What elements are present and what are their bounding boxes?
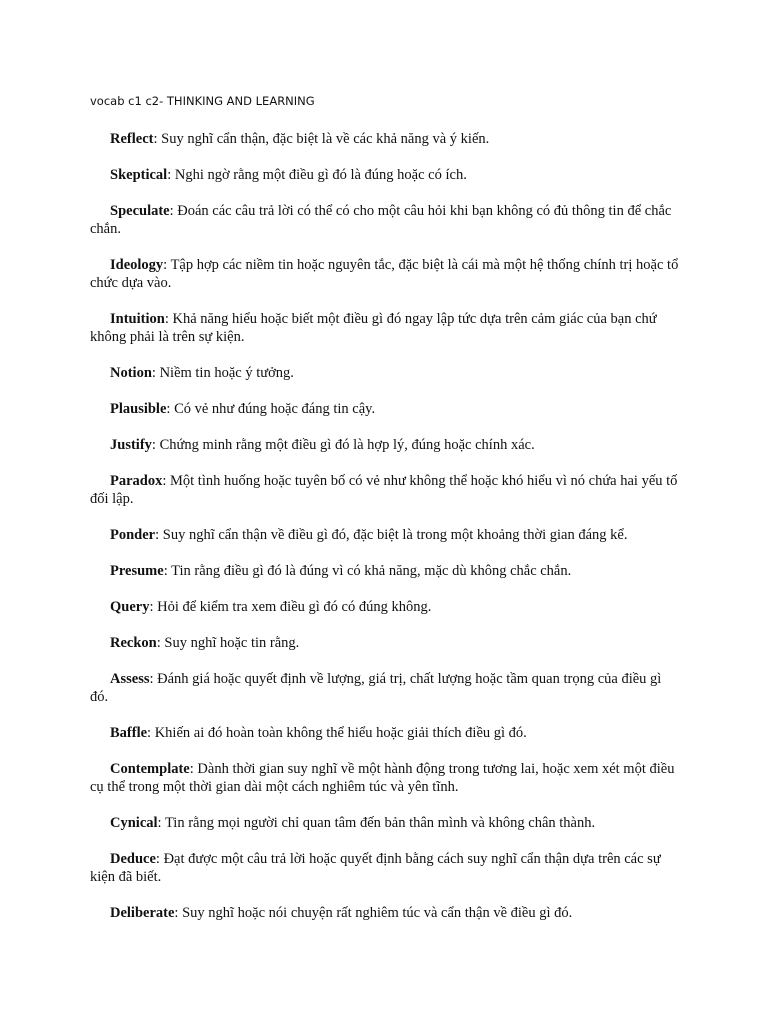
vocabulary-list bbox=[90, 130, 680, 940]
vocab-entry bbox=[90, 724, 680, 742]
vocab-term: Query bbox=[110, 599, 150, 615]
vocab-term: Speculate bbox=[110, 203, 170, 219]
term-separator: : bbox=[166, 401, 175, 417]
vocab-definition: Đạt được một câu trả lời hoặc quyết định bằng cách suy nghĩ cẩn thận dựa trên các sự kiện đã biết. bbox=[90, 851, 661, 885]
vocab-definition: Suy nghĩ cẩn thận về điều gì đó, đặc biệt là trong một khoảng thời gian đáng kể. bbox=[162, 527, 628, 543]
vocab-entry bbox=[90, 166, 680, 184]
term-separator: : bbox=[157, 815, 165, 831]
vocab-term: Presume bbox=[110, 563, 164, 579]
vocab-entry bbox=[90, 904, 680, 922]
vocab-term: Reflect bbox=[110, 131, 154, 147]
vocab-term: Intuition bbox=[110, 311, 165, 327]
vocab-definition: Suy nghĩ hoặc nói chuyện rất nghiêm túc và cẩn thận về điều gì đó. bbox=[182, 905, 573, 921]
vocab-entry bbox=[90, 472, 680, 508]
vocab-definition: Khả năng hiểu hoặc biết một điều gì đó ngay lập tức dựa trên cảm giác của bạn chứ không phải là trên sự kiện. bbox=[90, 311, 657, 345]
vocab-term: Baffle bbox=[110, 725, 148, 741]
vocab-entry bbox=[90, 256, 680, 292]
term-separator: : bbox=[151, 437, 160, 453]
term-separator: : bbox=[155, 851, 164, 867]
term-separator: : bbox=[169, 203, 178, 219]
term-separator: : bbox=[149, 599, 158, 615]
vocab-definition: Niềm tin hoặc ý tưởng. bbox=[159, 365, 294, 381]
vocab-definition: Tin rằng điều gì đó là đúng vì có khả năng, mặc dù không chắc chắn. bbox=[171, 563, 572, 579]
term-separator: : bbox=[153, 131, 162, 147]
vocab-term: Ponder bbox=[110, 527, 156, 543]
vocab-entry bbox=[90, 760, 680, 796]
vocab-term: Ideology bbox=[110, 257, 164, 273]
vocab-definition: Dành thời gian suy nghĩ về một hành động trong tương lai, hoặc xem xét một điều cụ thể trong một thời gian dài một cách nghiêm túc và yên tĩnh. bbox=[90, 761, 675, 795]
vocab-entry bbox=[90, 400, 680, 418]
vocab-definition: Chứng minh rằng một điều gì đó là hợp lý, đúng hoặc chính xác. bbox=[159, 437, 535, 453]
vocab-entry bbox=[90, 634, 680, 652]
term-separator: : bbox=[155, 527, 163, 543]
term-separator: : bbox=[163, 563, 172, 579]
term-separator: : bbox=[174, 905, 183, 921]
term-separator: : bbox=[147, 725, 155, 741]
vocab-definition: Một tình huống hoặc tuyên bố có vẻ như không thể hoặc khó hiểu vì nó chứa hai yếu tố đối lập. bbox=[90, 473, 678, 507]
vocab-term: Assess bbox=[110, 671, 150, 687]
vocab-term: Skeptical bbox=[110, 167, 168, 183]
vocab-definition: Tập hợp các niềm tin hoặc nguyên tắc, đặc biệt là cái mà một hệ thống chính trị hoặc tổ chức dựa vào. bbox=[90, 257, 679, 291]
vocab-term: Justify bbox=[110, 437, 152, 453]
term-separator: : bbox=[164, 311, 173, 327]
vocab-definition: Đánh giá hoặc quyết định về lượng, giá trị, chất lượng hoặc tầm quan trọng của điều gì đó. bbox=[90, 671, 662, 705]
vocab-entry bbox=[90, 310, 680, 346]
vocab-entry bbox=[90, 526, 680, 544]
document-title: vocab c1 c2- THINKING AND LEARNING bbox=[90, 94, 315, 108]
vocab-entry bbox=[90, 598, 680, 616]
term-separator: : bbox=[151, 365, 160, 381]
vocab-term: Paradox bbox=[110, 473, 163, 489]
term-separator: : bbox=[156, 635, 165, 651]
term-separator: : bbox=[162, 473, 171, 489]
vocab-term: Contemplate bbox=[110, 761, 190, 777]
vocab-definition: Khiến ai đó hoàn toàn không thể hiểu hoặc giải thích điều gì đó. bbox=[154, 725, 527, 741]
vocab-definition: Hỏi để kiểm tra xem điều gì đó có đúng không. bbox=[157, 599, 432, 615]
vocab-definition: Có vẻ như đúng hoặc đáng tin cậy. bbox=[174, 401, 376, 417]
vocab-entry bbox=[90, 202, 680, 238]
vocab-definition: Nghi ngờ rằng một điều gì đó là đúng hoặc có ích. bbox=[174, 167, 467, 183]
vocab-term: Plausible bbox=[110, 401, 167, 417]
vocab-entry bbox=[90, 670, 680, 706]
vocab-term: Cynical bbox=[110, 815, 158, 831]
vocab-definition: Đoán các câu trả lời có thể có cho một câu hỏi khi bạn không có đủ thông tin để chắc chắn. bbox=[90, 203, 672, 237]
vocab-definition: Tin rằng mọi người chỉ quan tâm đến bản thân mình và không chân thành. bbox=[164, 815, 596, 831]
vocab-definition: Suy nghĩ hoặc tin rằng. bbox=[164, 635, 300, 651]
term-separator: : bbox=[167, 167, 175, 183]
term-separator: : bbox=[149, 671, 158, 687]
vocab-term: Deduce bbox=[110, 851, 156, 867]
vocab-entry bbox=[90, 850, 680, 886]
term-separator: : bbox=[189, 761, 198, 777]
vocab-term: Notion bbox=[110, 365, 152, 381]
term-separator: : bbox=[163, 257, 171, 273]
vocab-entry bbox=[90, 130, 680, 148]
vocab-entry bbox=[90, 562, 680, 580]
vocab-definition: Suy nghĩ cẩn thận, đặc biệt là về các khả năng và ý kiến. bbox=[161, 131, 490, 147]
vocab-term: Reckon bbox=[110, 635, 157, 651]
vocab-entry bbox=[90, 814, 680, 832]
vocab-entry bbox=[90, 364, 680, 382]
vocab-entry bbox=[90, 436, 680, 454]
vocab-term: Deliberate bbox=[110, 905, 175, 921]
